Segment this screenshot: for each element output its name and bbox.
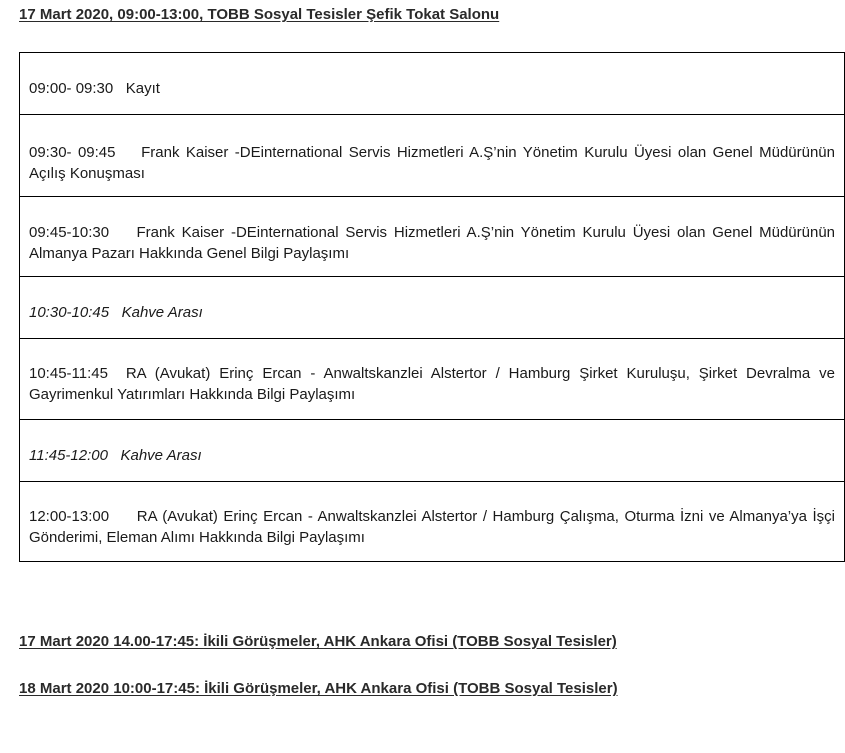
schedule-spacer [109,304,122,321]
schedule-time: 11:45-12:00 [29,447,108,464]
schedule-row [20,197,844,277]
schedule-row-content [29,363,835,405]
schedule-row-break [20,420,844,482]
schedule-time: 10:45-11:45 [29,365,108,382]
schedule-row [20,115,844,197]
schedule-description: Kahve Arası [121,304,203,321]
schedule-time: 09:00- 09:30 [29,80,114,97]
schedule-time: 09:45-10:30 [29,223,110,241]
schedule-row [20,482,844,562]
schedule-spacer [109,224,136,241]
schedule-description: Kayıt [125,80,160,97]
schedule-row [20,339,844,420]
schedule-time: 10:30-10:45 [29,304,110,321]
schedule-row-content [29,142,835,184]
schedule-description: Frank Kaiser -DEinternational Servis Hizmetleri A.Ş’nin Yönetim Kurulu Üyesi olan Genel Müdürünün Almanya Pazarı Hakkında Genel Bilgi Paylaşımı [29,223,836,262]
schedule-spacer [113,80,126,97]
schedule-row-content [29,302,835,323]
schedule-row-content [29,445,835,466]
schedule-description: RA (Avukat) Erinç Ercan - Anwaltskanzlei Alstertor / Hamburg Çalışma, Oturma İzni ve Almanya’ya İşçi Gönderimi, Eleman Alımı Hakkında Bilgi Paylaşımı [29,507,835,546]
schedule-row-break [20,277,844,339]
schedule-row [20,53,844,115]
schedule-spacer [108,447,121,464]
schedule-time: 12:00-13:00 [29,507,110,525]
schedule-spacer [108,365,126,382]
schedule-spacer [109,508,137,525]
session-heading-day1-morning: 17 Mart 2020, 09:00-13:00, TOBB Sosyal Tesisler Şefik Tokat Salonu [19,6,500,23]
schedule-description: RA (Avukat) Erinç Ercan - Anwaltskanzlei Alstertor / Hamburg Şirket Kuruluşu, Şirket Devralma ve Gayrimenkul Yatırımları Hakkında Bilgi Paylaşımı [29,365,835,403]
schedule-spacer [115,144,141,161]
session-heading-day1-afternoon: 17 Mart 2020 14.00-17:45: İkili Görüşmeler, AHK Ankara Ofisi (TOBB Sosyal Tesisler) [19,633,617,650]
schedule-description: Frank Kaiser -DEinternational Servis Hizmetleri A.Ş’nin Yönetim Kurulu Üyesi olan Genel Müdürünün Açılış Konuşması [29,143,835,182]
schedule-row-content [29,222,835,264]
schedule-time: 09:30- 09:45 [29,143,116,161]
schedule-description: Kahve Arası [120,447,202,464]
schedule-row-content [29,78,835,99]
schedule-table [19,52,845,562]
session-heading-day2: 18 Mart 2020 10:00-17:45: İkili Görüşmeler, AHK Ankara Ofisi (TOBB Sosyal Tesisler) [19,680,618,697]
schedule-row-content [29,506,835,548]
